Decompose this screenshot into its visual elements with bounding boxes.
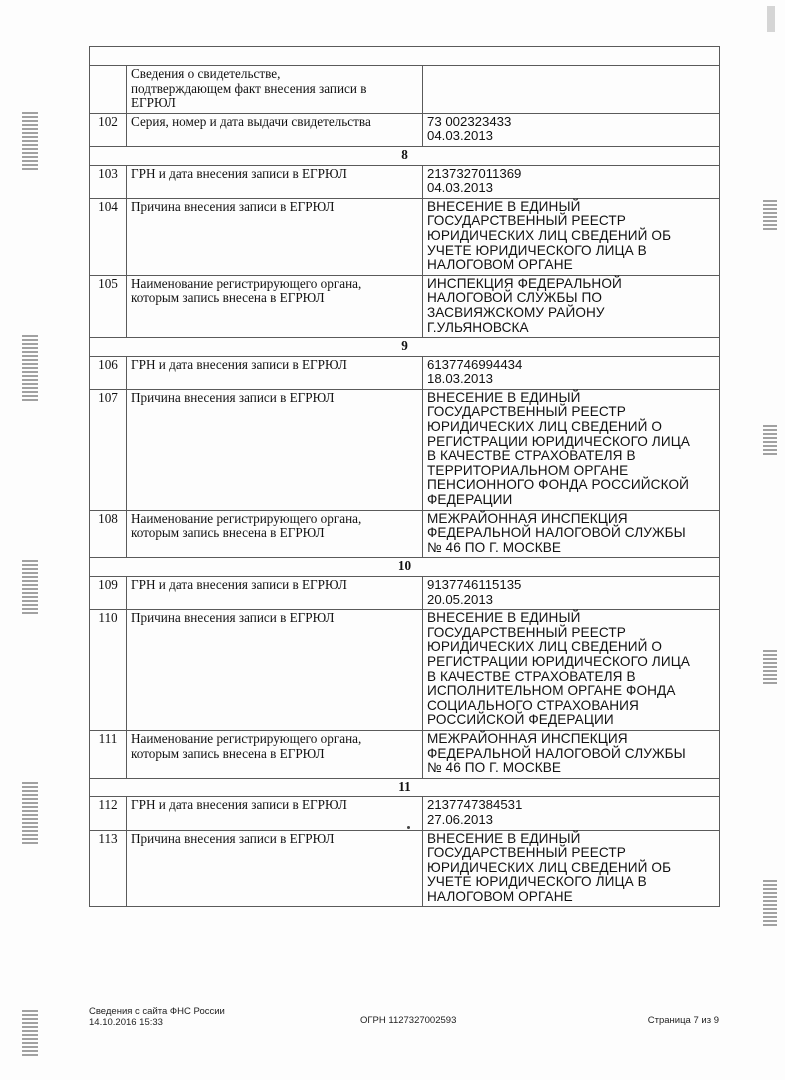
- field-name-line: Наименование регистрирующего органа,: [131, 510, 362, 526]
- group-number: 10: [90, 558, 720, 577]
- field-value-line: ГОСУДАРСТВЕННЫЙ РЕЕСТР: [427, 404, 626, 420]
- table-top-spacer-row: [90, 47, 720, 66]
- field-name-cell: [127, 577, 423, 610]
- table-row: [90, 730, 720, 778]
- scan-edge-marks: [763, 425, 777, 457]
- field-value-line: ТЕРРИТОРИАЛЬНОМ ОРГАНЕ: [427, 462, 629, 478]
- row-number: [90, 66, 127, 114]
- field-value-line: ЮРИДИЧЕСКИХ ЛИЦ СВЕДЕНИЙ О: [427, 639, 663, 655]
- field-value-line: 04.03.2013: [427, 128, 494, 144]
- field-value-line: 20.05.2013: [427, 591, 494, 607]
- row-number: 109: [90, 577, 127, 610]
- footer-source-label: Сведения с сайта ФНС России: [89, 1006, 225, 1017]
- scan-edge-marks: [22, 782, 38, 846]
- field-value-line: ИНСПЕКЦИЯ ФЕДЕРАЛЬНОЙ: [427, 275, 622, 291]
- field-name-line: которым запись внесена в ЕГРЮЛ: [131, 745, 325, 761]
- field-name-line: ЕГРЮЛ: [131, 95, 176, 111]
- table-row: [90, 577, 720, 610]
- field-value-line: 27.06.2013: [427, 811, 494, 827]
- field-value-line: МЕЖРАЙОННАЯ ИНСПЕКЦИЯ: [427, 510, 628, 526]
- field-value-line: УЧЕТЕ ЮРИДИЧЕСКОГО ЛИЦА В: [427, 874, 647, 890]
- field-value-line: СОЦИАЛЬНОГО СТРАХОВАНИЯ: [427, 697, 639, 713]
- scan-edge-marks: [22, 1010, 38, 1058]
- field-name-line: Причина внесения записи в ЕГРЮЛ: [131, 389, 335, 405]
- field-value-line: ЗАСВИЯЖСКОМУ РАЙОНУ: [427, 304, 605, 320]
- field-value-cell: [423, 356, 720, 389]
- field-value-line: РЕГИСТРАЦИИ ЮРИДИЧЕСКОГО ЛИЦА: [427, 433, 691, 449]
- row-number: 111: [90, 730, 127, 778]
- table-row: [90, 510, 720, 558]
- group-header-row: [90, 778, 720, 797]
- field-value-line: ГОСУДАРСТВЕННЫЙ РЕЕСТР: [427, 845, 626, 861]
- field-name-cell: [127, 356, 423, 389]
- scan-edge-marks: [763, 200, 777, 232]
- row-number: 106: [90, 356, 127, 389]
- field-value-line: 6137746994434: [427, 356, 523, 372]
- group-number: 11: [90, 778, 720, 797]
- egrul-records-table: [89, 46, 720, 907]
- field-value-cell: [423, 389, 720, 510]
- field-value-cell: [423, 275, 720, 337]
- table-row: [90, 165, 720, 198]
- scan-corner-artifact: [767, 6, 775, 32]
- scan-edge-marks: [763, 880, 777, 928]
- table-row: [90, 830, 720, 907]
- field-name-line: которым запись внесена в ЕГРЮЛ: [131, 290, 325, 306]
- field-value-cell: [423, 610, 720, 731]
- field-value-cell: [423, 730, 720, 778]
- field-name-cell: [127, 389, 423, 510]
- field-value-line: ПЕНСИОННОГО ФОНДА РОССИЙСКОЙ: [427, 477, 689, 493]
- field-name-cell: [127, 510, 423, 558]
- field-value-line: 2137327011369: [427, 165, 522, 181]
- field-name-line: подтверждающем факт внесения записи в: [131, 80, 367, 96]
- field-value-line: ФЕДЕРАЦИИ: [427, 492, 513, 508]
- table-row: [90, 198, 720, 275]
- field-value-line: ИСПОЛНИТЕЛЬНОМ ОРГАНЕ ФОНДА: [427, 683, 676, 699]
- group-number: 9: [90, 338, 720, 357]
- field-value-line: ФЕДЕРАЛЬНОЙ НАЛОГОВОЙ СЛУЖБЫ: [427, 525, 686, 541]
- field-value-line: ЮРИДИЧЕСКИХ ЛИЦ СВЕДЕНИЙ ОБ: [427, 859, 672, 875]
- field-name-line: Сведения о свидетельстве,: [131, 66, 281, 81]
- field-value-cell: [423, 113, 720, 146]
- row-number: 104: [90, 198, 127, 275]
- field-name-cell: [127, 198, 423, 275]
- field-name-line: ГРН и дата внесения записи в ЕГРЮЛ: [131, 165, 347, 181]
- row-number: 108: [90, 510, 127, 558]
- footer-page-number: Страница 7 из 9: [647, 1015, 719, 1026]
- footer-ogrn: ОГРН 1127327002593: [360, 1015, 457, 1026]
- field-value-line: ВНЕСЕНИЕ В ЕДИНЫЙ: [427, 389, 581, 405]
- field-name-cell: [127, 797, 423, 830]
- field-name-cell: [127, 275, 423, 337]
- field-value-line: ГОСУДАРСТВЕННЫЙ РЕЕСТР: [427, 213, 626, 229]
- field-name-line: которым запись внесена в ЕГРЮЛ: [131, 525, 325, 541]
- field-value-line: 04.03.2013: [427, 180, 494, 196]
- field-value-line: ВНЕСЕНИЕ В ЕДИНЫЙ: [427, 830, 581, 846]
- field-value-cell: [423, 66, 720, 114]
- table-row: [90, 113, 720, 146]
- table-row: [90, 66, 720, 114]
- footer-source: [89, 1006, 225, 1028]
- field-name-line: Причина внесения записи в ЕГРЮЛ: [131, 610, 335, 626]
- field-name-line: Серия, номер и дата выдачи свидетельства: [131, 113, 371, 129]
- field-value-line: ВНЕСЕНИЕ В ЕДИНЫЙ: [427, 610, 581, 626]
- table-row: [90, 610, 720, 731]
- table-row: [90, 356, 720, 389]
- field-name-cell: [127, 66, 423, 114]
- spacer-cell: [90, 47, 720, 66]
- field-value-line: НАЛОГОВОМ ОРГАНЕ: [427, 888, 573, 904]
- field-value-cell: [423, 165, 720, 198]
- field-value-line: РЕГИСТРАЦИИ ЮРИДИЧЕСКОГО ЛИЦА: [427, 653, 691, 669]
- field-name-line: Причина внесения записи в ЕГРЮЛ: [131, 198, 335, 214]
- field-value-line: РОССИЙСКОЙ ФЕДЕРАЦИИ: [427, 712, 614, 728]
- group-header-row: [90, 338, 720, 357]
- row-number: 110: [90, 610, 127, 731]
- field-value-line: ЮРИДИЧЕСКИХ ЛИЦ СВЕДЕНИЙ ОБ: [427, 227, 672, 243]
- egrul-records-body: [90, 47, 720, 907]
- table-row: [90, 797, 720, 830]
- group-header-row: [90, 558, 720, 577]
- field-value-cell: [423, 198, 720, 275]
- scan-edge-marks: [763, 650, 777, 686]
- field-value-line: 2137747384531: [427, 797, 523, 813]
- field-name-cell: [127, 113, 423, 146]
- field-value-line: НАЛОГОВОЙ СЛУЖБЫ ПО: [427, 290, 603, 306]
- field-value-line: № 46 ПО Г. МОСКВЕ: [427, 539, 562, 555]
- field-name-line: ГРН и дата внесения записи в ЕГРЮЛ: [131, 577, 347, 592]
- row-number: 105: [90, 275, 127, 337]
- field-name-line: Наименование регистрирующего органа,: [131, 730, 362, 746]
- table-row: [90, 389, 720, 510]
- table-row: [90, 275, 720, 337]
- field-name-cell: [127, 730, 423, 778]
- field-value-line: Г.УЛЬЯНОВСКА: [427, 319, 529, 335]
- scan-dot-artifact: [407, 826, 410, 829]
- scan-edge-marks: [22, 112, 38, 172]
- field-name-line: Наименование регистрирующего органа,: [131, 275, 362, 291]
- field-name-line: Причина внесения записи в ЕГРЮЛ: [131, 830, 335, 846]
- field-value-cell: [423, 797, 720, 830]
- field-value-line: 18.03.2013: [427, 371, 494, 387]
- field-value-line: ЮРИДИЧЕСКИХ ЛИЦ СВЕДЕНИЙ О: [427, 419, 663, 435]
- field-value-cell: [423, 510, 720, 558]
- field-value-line: В КАЧЕСТВЕ СТРАХОВАТЕЛЯ В: [427, 448, 636, 464]
- footer-datetime: 14.10.2016 15:33: [89, 1017, 163, 1028]
- field-name-cell: [127, 165, 423, 198]
- field-value-line: ФЕДЕРАЛЬНОЙ НАЛОГОВОЙ СЛУЖБЫ: [427, 745, 686, 761]
- scan-edge-marks: [22, 560, 38, 616]
- field-name-cell: [127, 610, 423, 731]
- field-value-cell: [423, 830, 720, 907]
- field-name-line: ГРН и дата внесения записи в ЕГРЮЛ: [131, 797, 347, 813]
- field-name-cell: [127, 830, 423, 907]
- field-value-line: 73 002323433: [427, 113, 512, 129]
- field-value-line: 9137746115135: [427, 577, 522, 592]
- field-name-line: ГРН и дата внесения записи в ЕГРЮЛ: [131, 356, 347, 372]
- row-number: 113: [90, 830, 127, 907]
- row-number: 107: [90, 389, 127, 510]
- field-value-line: № 46 ПО Г. МОСКВЕ: [427, 760, 562, 776]
- field-value-line: УЧЕТЕ ЮРИДИЧЕСКОГО ЛИЦА В: [427, 242, 647, 258]
- row-number: 102: [90, 113, 127, 146]
- row-number: 103: [90, 165, 127, 198]
- group-header-row: [90, 146, 720, 165]
- field-value-line: В КАЧЕСТВЕ СТРАХОВАТЕЛЯ В: [427, 668, 636, 684]
- row-number: 112: [90, 797, 127, 830]
- scan-edge-marks: [22, 335, 38, 403]
- field-value-line: ВНЕСЕНИЕ В ЕДИНЫЙ: [427, 198, 581, 214]
- field-value-line: МЕЖРАЙОННАЯ ИНСПЕКЦИЯ: [427, 730, 628, 746]
- field-value-cell: [423, 577, 720, 610]
- field-value-line: НАЛОГОВОМ ОРГАНЕ: [427, 257, 573, 273]
- field-value-line: ГОСУДАРСТВЕННЫЙ РЕЕСТР: [427, 624, 626, 640]
- group-number: 8: [90, 146, 720, 165]
